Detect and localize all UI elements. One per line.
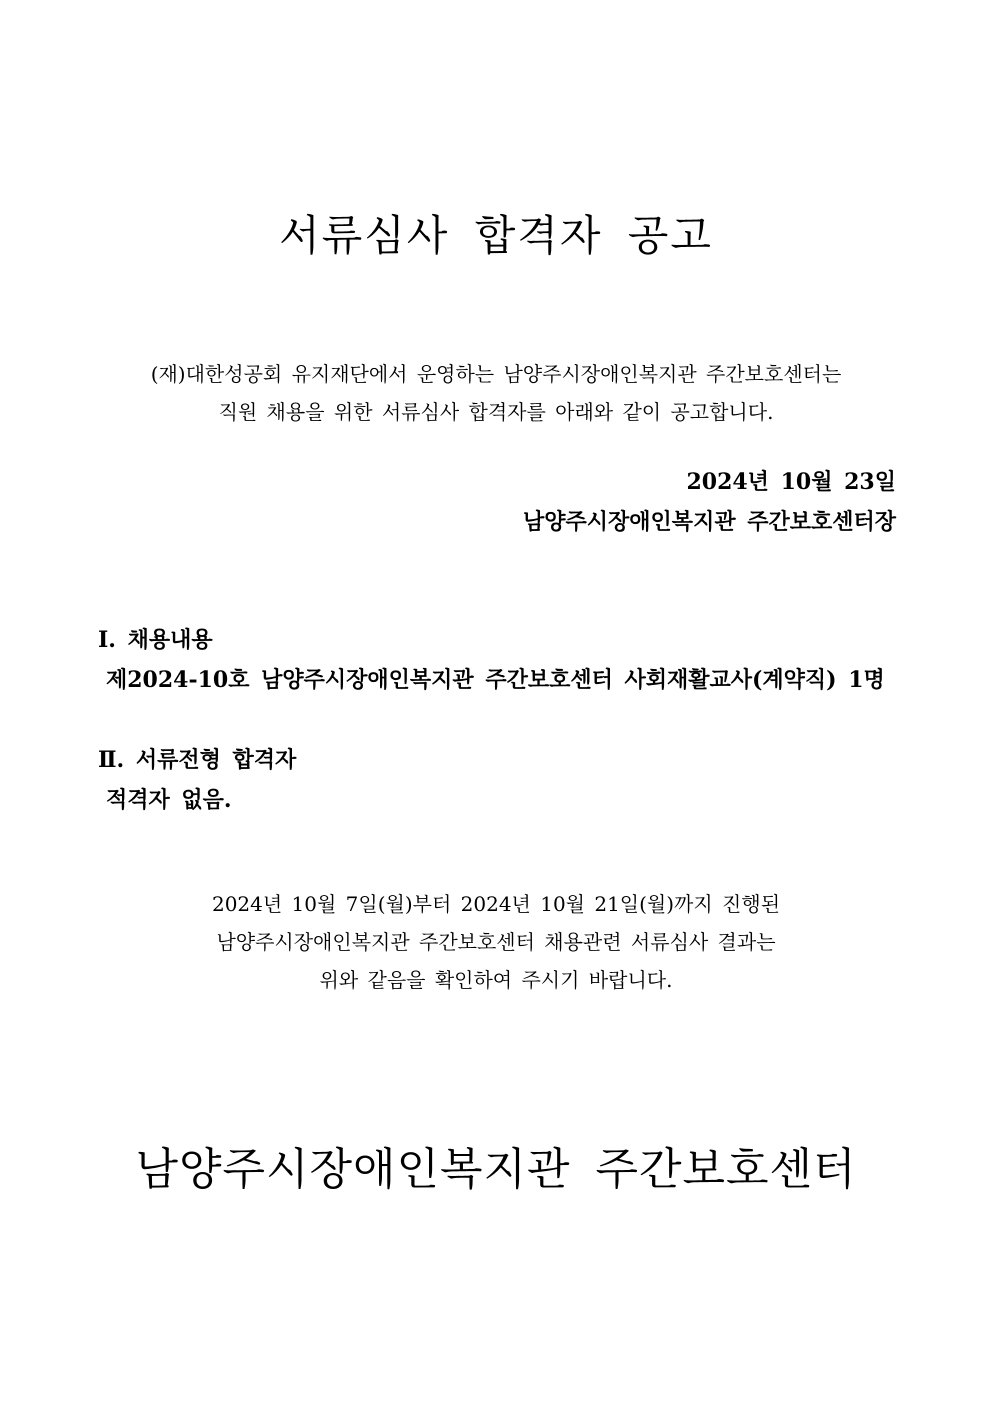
- section-heading: Ⅱ. 서류전형 합격자: [98, 747, 297, 773]
- intro-paragraph: [0, 355, 992, 431]
- section-body: 적격자 없음.: [106, 787, 232, 813]
- intro-line: (재)대한성공회 유지재단에서 운영하는 남양주시장애인복지관 주간보호센터는: [150, 362, 842, 386]
- organization-footer: 남양주시장애인복지관 주간보호센터: [135, 1144, 857, 1195]
- section-heading: Ⅰ. 채용내용: [98, 627, 213, 653]
- announcement-date: 2024년 10월 23일: [686, 469, 896, 495]
- section-passed-applicants: [98, 740, 296, 820]
- document-title: 서류심사 합격자 공고: [279, 211, 713, 260]
- result-paragraph: [0, 885, 992, 999]
- signoff-block: [523, 462, 896, 542]
- result-line: 2024년 10월 7일(월)부터 2024년 10월 21일(월)까지 진행된: [211, 892, 781, 916]
- result-line: 위와 같음을 확인하여 주시기 바랍니다.: [319, 968, 673, 992]
- result-line: 남양주시장애인복지관 주간보호센터 채용관련 서류심사 결과는: [216, 930, 776, 954]
- section-body: 제2024-10호 남양주시장애인복지관 주간보호센터 사회재활교사(계약직) 1명: [106, 667, 885, 693]
- issuer-name: 남양주시장애인복지관 주간보호센터장: [523, 509, 896, 535]
- intro-line: 직원 채용을 위한 서류심사 합격자를 아래와 같이 공고합니다.: [218, 400, 774, 424]
- section-recruitment-details: [98, 620, 885, 700]
